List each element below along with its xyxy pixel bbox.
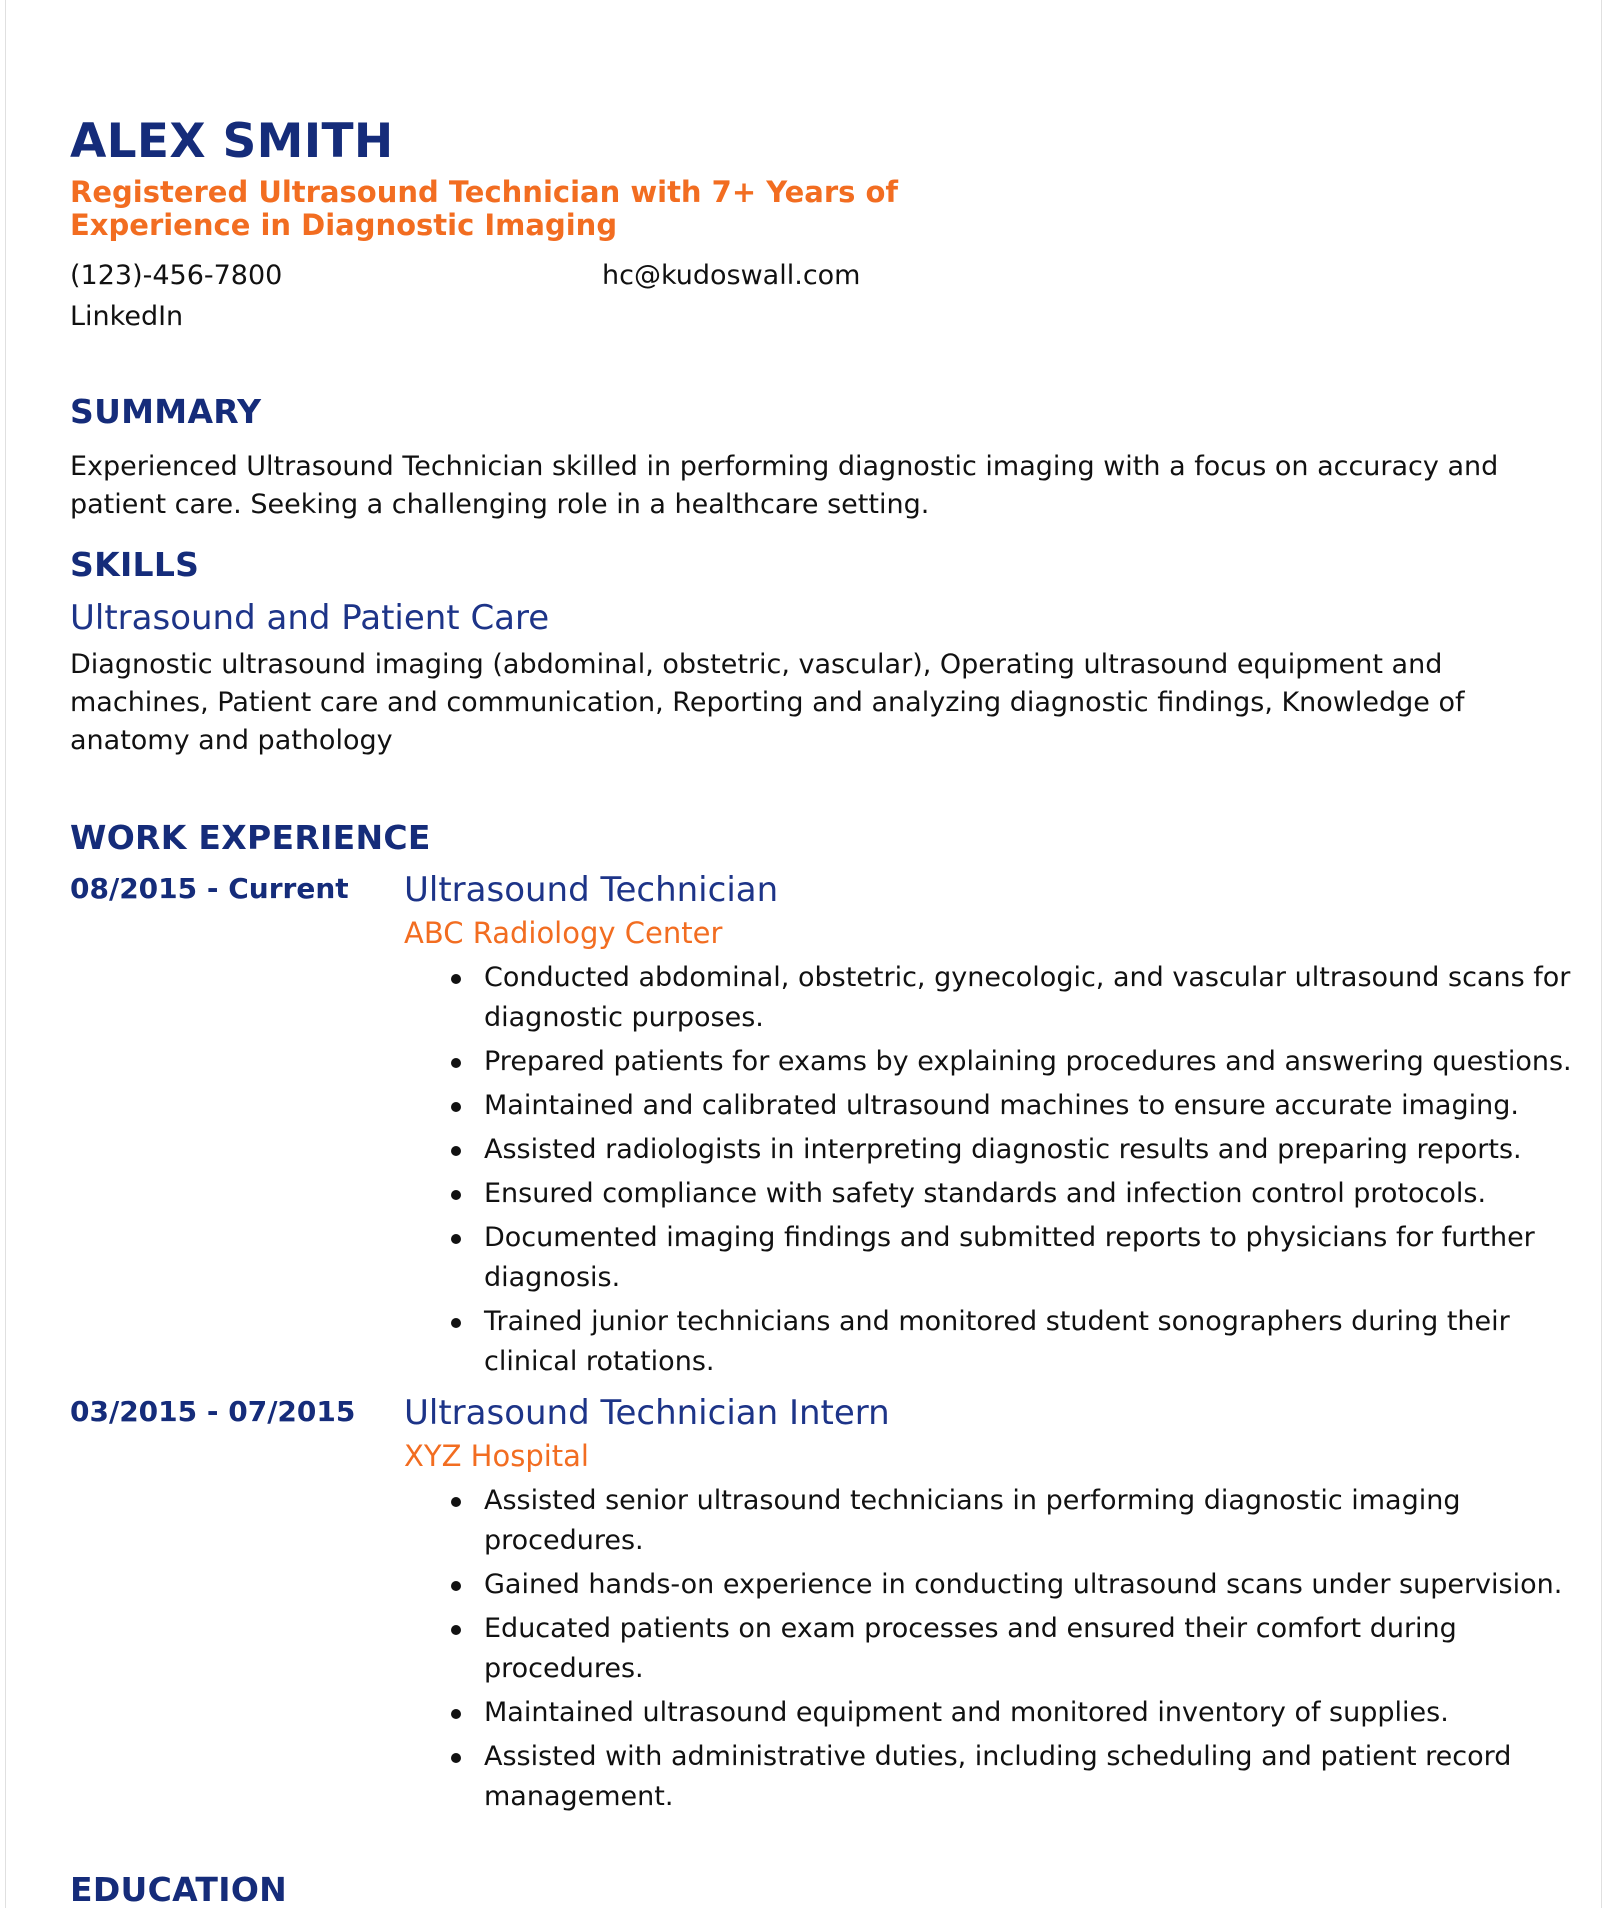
job-bullet: Assisted senior ultrasound technicians in performing diagnostic imaging procedures. <box>484 1481 1574 1561</box>
bullet-icon <box>451 1102 461 1112</box>
job-dates: 03/2015 - 07/2015 <box>70 1395 356 1428</box>
job-bullet-list <box>484 958 1574 1386</box>
job-bullet: Ensured compliance with safety standards and infection control protocols. <box>484 1174 1574 1214</box>
job-bullet: Assisted with administrative duties, including scheduling and patient record management. <box>484 1737 1574 1817</box>
skills-text: Diagnostic ultrasound imaging (abdominal, obstetric, vascular), Operating ultrasound equipment and machines, Patient care and communication, Reporting and analyzing diagnostic findings, Knowledge of anatomy and pathology <box>70 649 1465 756</box>
job-bullet: Maintained ultrasound equipment and monitored inventory of supplies. <box>484 1693 1574 1733</box>
job-bullet: Prepared patients for exams by explaining procedures and answering questions. <box>484 1042 1574 1082</box>
candidate-headline: Registered Ultrasound Technician with 7+ Years of Experience in Diagnostic Imaging <box>70 175 899 242</box>
skills-heading: SKILLS <box>70 545 200 584</box>
work-experience-heading: WORK EXPERIENCE <box>70 818 431 857</box>
email-address[interactable]: hc@kudoswall.com <box>602 260 861 291</box>
job-bullet-list <box>484 1481 1574 1821</box>
summary-heading: SUMMARY <box>70 392 262 431</box>
bullet-icon <box>451 1146 461 1156</box>
job-bullet: Conducted abdominal, obstetric, gynecologic, and vascular ultrasound scans for diagnostic purposes. <box>484 958 1574 1038</box>
bullet-icon <box>451 1190 461 1200</box>
job-company: XYZ Hospital <box>404 1439 589 1473</box>
job-company: ABC Radiology Center <box>404 916 723 950</box>
bullet-icon <box>451 1497 461 1507</box>
resume-page <box>5 0 1602 1908</box>
phone-number: (123)-456-7800 <box>70 260 283 291</box>
job-bullet: Maintained and calibrated ultrasound machines to ensure accurate imaging. <box>484 1086 1574 1126</box>
bullet-icon <box>451 1318 461 1328</box>
education-heading: EDUCATION <box>70 1870 288 1909</box>
job-dates: 08/2015 - Current <box>70 872 349 905</box>
job-bullet: Educated patients on exam processes and ensured their comfort during procedures. <box>484 1609 1574 1689</box>
summary-text: Experienced Ultrasound Technician skilled in performing diagnostic imaging with a focus on accuracy and patient care. Seeking a challenging role in a healthcare setting. <box>70 451 1499 520</box>
linkedin-link[interactable]: LinkedIn <box>70 301 184 332</box>
bullet-icon <box>451 974 461 984</box>
job-bullet: Assisted radiologists in interpreting diagnostic results and preparing reports. <box>484 1130 1574 1170</box>
job-bullet: Trained junior technicians and monitored student sonographers during their clinical rotations. <box>484 1302 1574 1382</box>
job-title: Ultrasound Technician <box>404 870 779 910</box>
candidate-name: ALEX SMITH <box>70 114 394 169</box>
skills-category: Ultrasound and Patient Care <box>70 598 550 638</box>
bullet-icon <box>451 1625 461 1635</box>
job-bullet: Gained hands-on experience in conducting ultrasound scans under supervision. <box>484 1565 1574 1605</box>
bullet-icon <box>451 1234 461 1244</box>
bullet-icon <box>451 1753 461 1763</box>
job-bullet: Documented imaging findings and submitted reports to physicians for further diagnosis. <box>484 1218 1574 1298</box>
bullet-icon <box>451 1058 461 1068</box>
job-title: Ultrasound Technician Intern <box>404 1393 890 1433</box>
bullet-icon <box>451 1709 461 1719</box>
bullet-icon <box>451 1581 461 1591</box>
